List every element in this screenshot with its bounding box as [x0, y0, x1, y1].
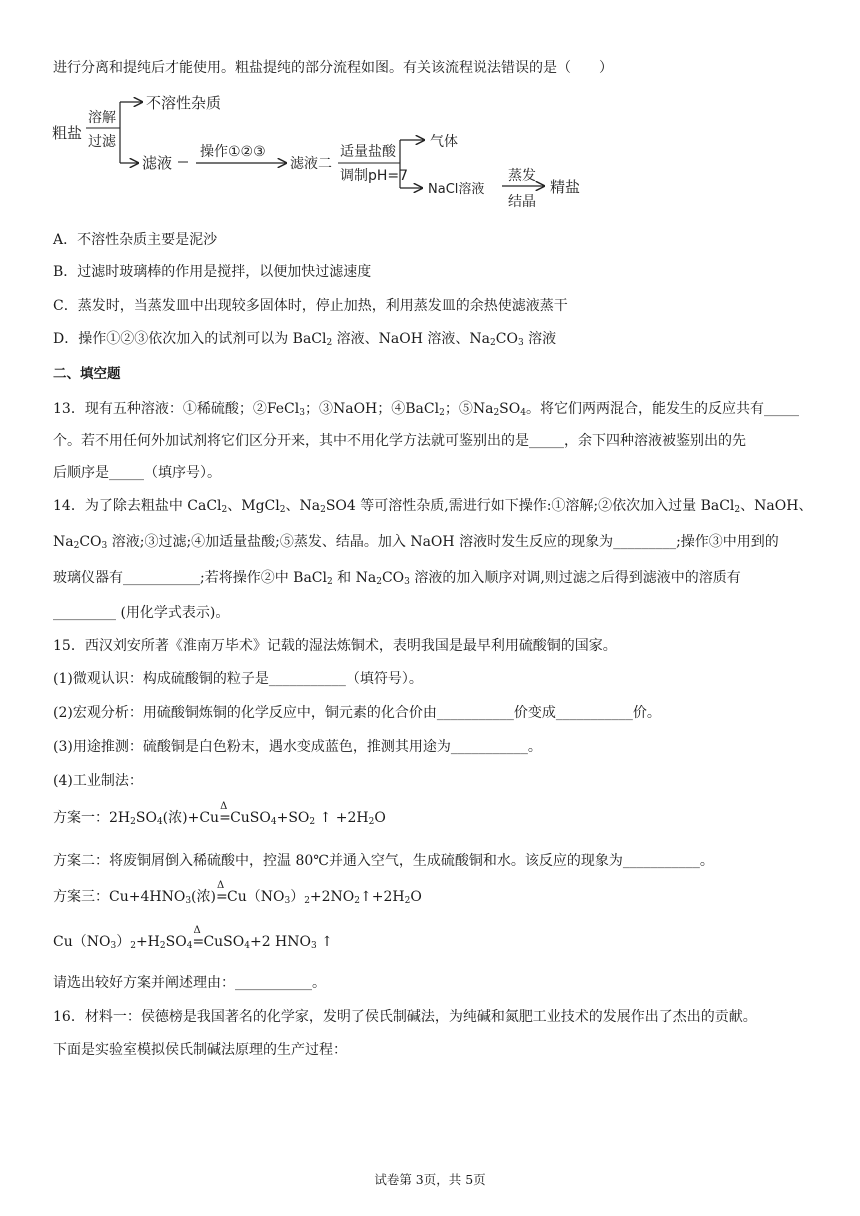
- flow-filtrate2: 滤液二: [290, 156, 332, 172]
- page-footer: 试卷第 3页，共 5页: [374, 1172, 486, 1187]
- flow-evaporate: 蒸发: [508, 168, 536, 184]
- q15-scheme-1: 方案一：$2H_2SO_4$(浓)+Cu Δ $=CuSO_4+SO_2$ ↑ $+2H_2O$: [53, 801, 386, 827]
- q15-scheme-2: 方案二：将废铜屑倒入稀硫酸中，控温 80℃并通入空气，生成硫酸铜和水。该反应的现象为___________。: [53, 853, 714, 869]
- flow-hcl: 适量盐酸: [340, 144, 396, 160]
- heating-condition-icon: Δ =: [219, 801, 231, 826]
- q13-line-1: 13．现有五种溶液：①稀硫酸；②FeCl$_3$；③NaOH；④BaCl$_2$；$⑤Na_2SO_4$。将它们两两混合，能发生的反应共有_____: [53, 401, 799, 418]
- flow-operation: 操作①②③: [200, 144, 266, 160]
- q15-scheme-3: 方案三：$Cu+4HNO_3$(浓) Δ $=Cu(NO_3)_2+2NO_2↑+2H_2O$: [53, 880, 422, 906]
- q15-part-1: (1)微观认识：构成硫酸铜的粒子是___________（填符号）。: [53, 671, 423, 687]
- q14-line-1: 14．为了除去粗盐中 CaCl$_2$、MgCl$_2$、$Na_2SO4$ 等可溶性杂质,需进行如下操作:①溶解;②依次加入过量 BaCl$_2$、NaOH、: [53, 498, 813, 515]
- section-heading: 二、填空题: [53, 366, 121, 382]
- flow-insoluble: 不溶性杂质: [146, 94, 222, 112]
- flow-gas: 气体: [430, 134, 458, 150]
- flow-ph: 调制pH=7: [340, 168, 409, 184]
- salt-purification-flowchart: [50, 84, 610, 214]
- q16-line-2: 下面是实验室模拟侯氏制碱法原理的生产过程：: [53, 1042, 347, 1058]
- flow-nacl-solution: NaCl溶液: [428, 182, 485, 197]
- q15-reason: 请选出较好方案并阐述理由：___________。: [53, 975, 326, 991]
- q14-line-4: _________ (用化学式表示)。: [53, 605, 230, 621]
- option-d: D．操作①②③依次加入的试剂可以为 BaCl$_2$ 溶液、NaOH 溶液、$Na_2CO_3$ 溶液: [53, 331, 557, 348]
- q15-scheme-3-step-2: $Cu(NO_3)_2+H_2SO_4$ Δ =CuSO$_4$+2 $HNO_3$ ↑: [53, 925, 333, 951]
- flow-filter: 过滤: [88, 134, 116, 150]
- flow-crystallize: 结晶: [508, 194, 536, 210]
- q15-part-2: (2)宏观分析：用硫酸铜炼铜的化学反应中，铜元素的化合价由___________价变成___________价。: [53, 705, 661, 721]
- q13-line-2: 个。若不用任何外加试剂将它们区分开来，其中不用化学方法就可鉴别出的是_____，余下四种溶液被鉴别出的先: [53, 433, 746, 449]
- flow-dissolve: 溶解: [88, 110, 116, 126]
- q15-line-1: 15．西汉刘安所著《淮南万毕术》记载的湿法炼铜术，表明我国是最早利用硫酸铜的国家。: [53, 638, 617, 654]
- heating-condition-icon: Δ =: [215, 880, 228, 905]
- q13-line-3: 后顺序是_____（填序号）。: [53, 465, 221, 481]
- flow-filtrate: 滤液: [142, 154, 173, 172]
- option-c: C．蒸发时，当蒸发皿中出现较多固体时，停止加热，利用蒸发皿的余热使滤液蒸干: [53, 298, 568, 314]
- q16-line-1: 16．材料一：侯德榜是我国著名的化学家，发明了侯氏制碱法，为纯碱和氮肥工业技术的发展作出了杰出的贡献。: [53, 1009, 757, 1025]
- q14-line-3: 玻璃仪器有___________;若将操作②中 BaCl$_2$ 和 $Na_2CO_3$ 溶液的加入顺序对调,则过滤之后得到滤液中的溶质有: [53, 570, 741, 587]
- option-a: A．不溶性杂质主要是泥沙: [53, 232, 218, 248]
- heating-condition-icon: Δ =: [192, 925, 205, 950]
- option-b: B．过滤时玻璃棒的作用是搅拌，以便加快过滤速度: [53, 264, 372, 280]
- q15-part-3: (3)用途推测：硫酸铜是白色粉末，遇水变成蓝色，推测其用途为___________。: [53, 739, 542, 755]
- intro-line: 进行分离和提纯后才能使用。粗盐提纯的部分流程如图。有关该流程说法错误的是（ ）: [53, 60, 613, 76]
- q14-line-2: $Na_2CO_3$ 溶液;③过滤;④加适量盐酸;⑤蒸发、结晶。加入 NaOH 溶液时发生反应的现象为_________;操作③中用到的: [53, 534, 779, 551]
- flow-refined-salt: 精盐: [550, 178, 581, 196]
- q15-part-4: (4)工业制法：: [53, 773, 143, 789]
- flow-crude-salt: 粗盐: [52, 124, 83, 142]
